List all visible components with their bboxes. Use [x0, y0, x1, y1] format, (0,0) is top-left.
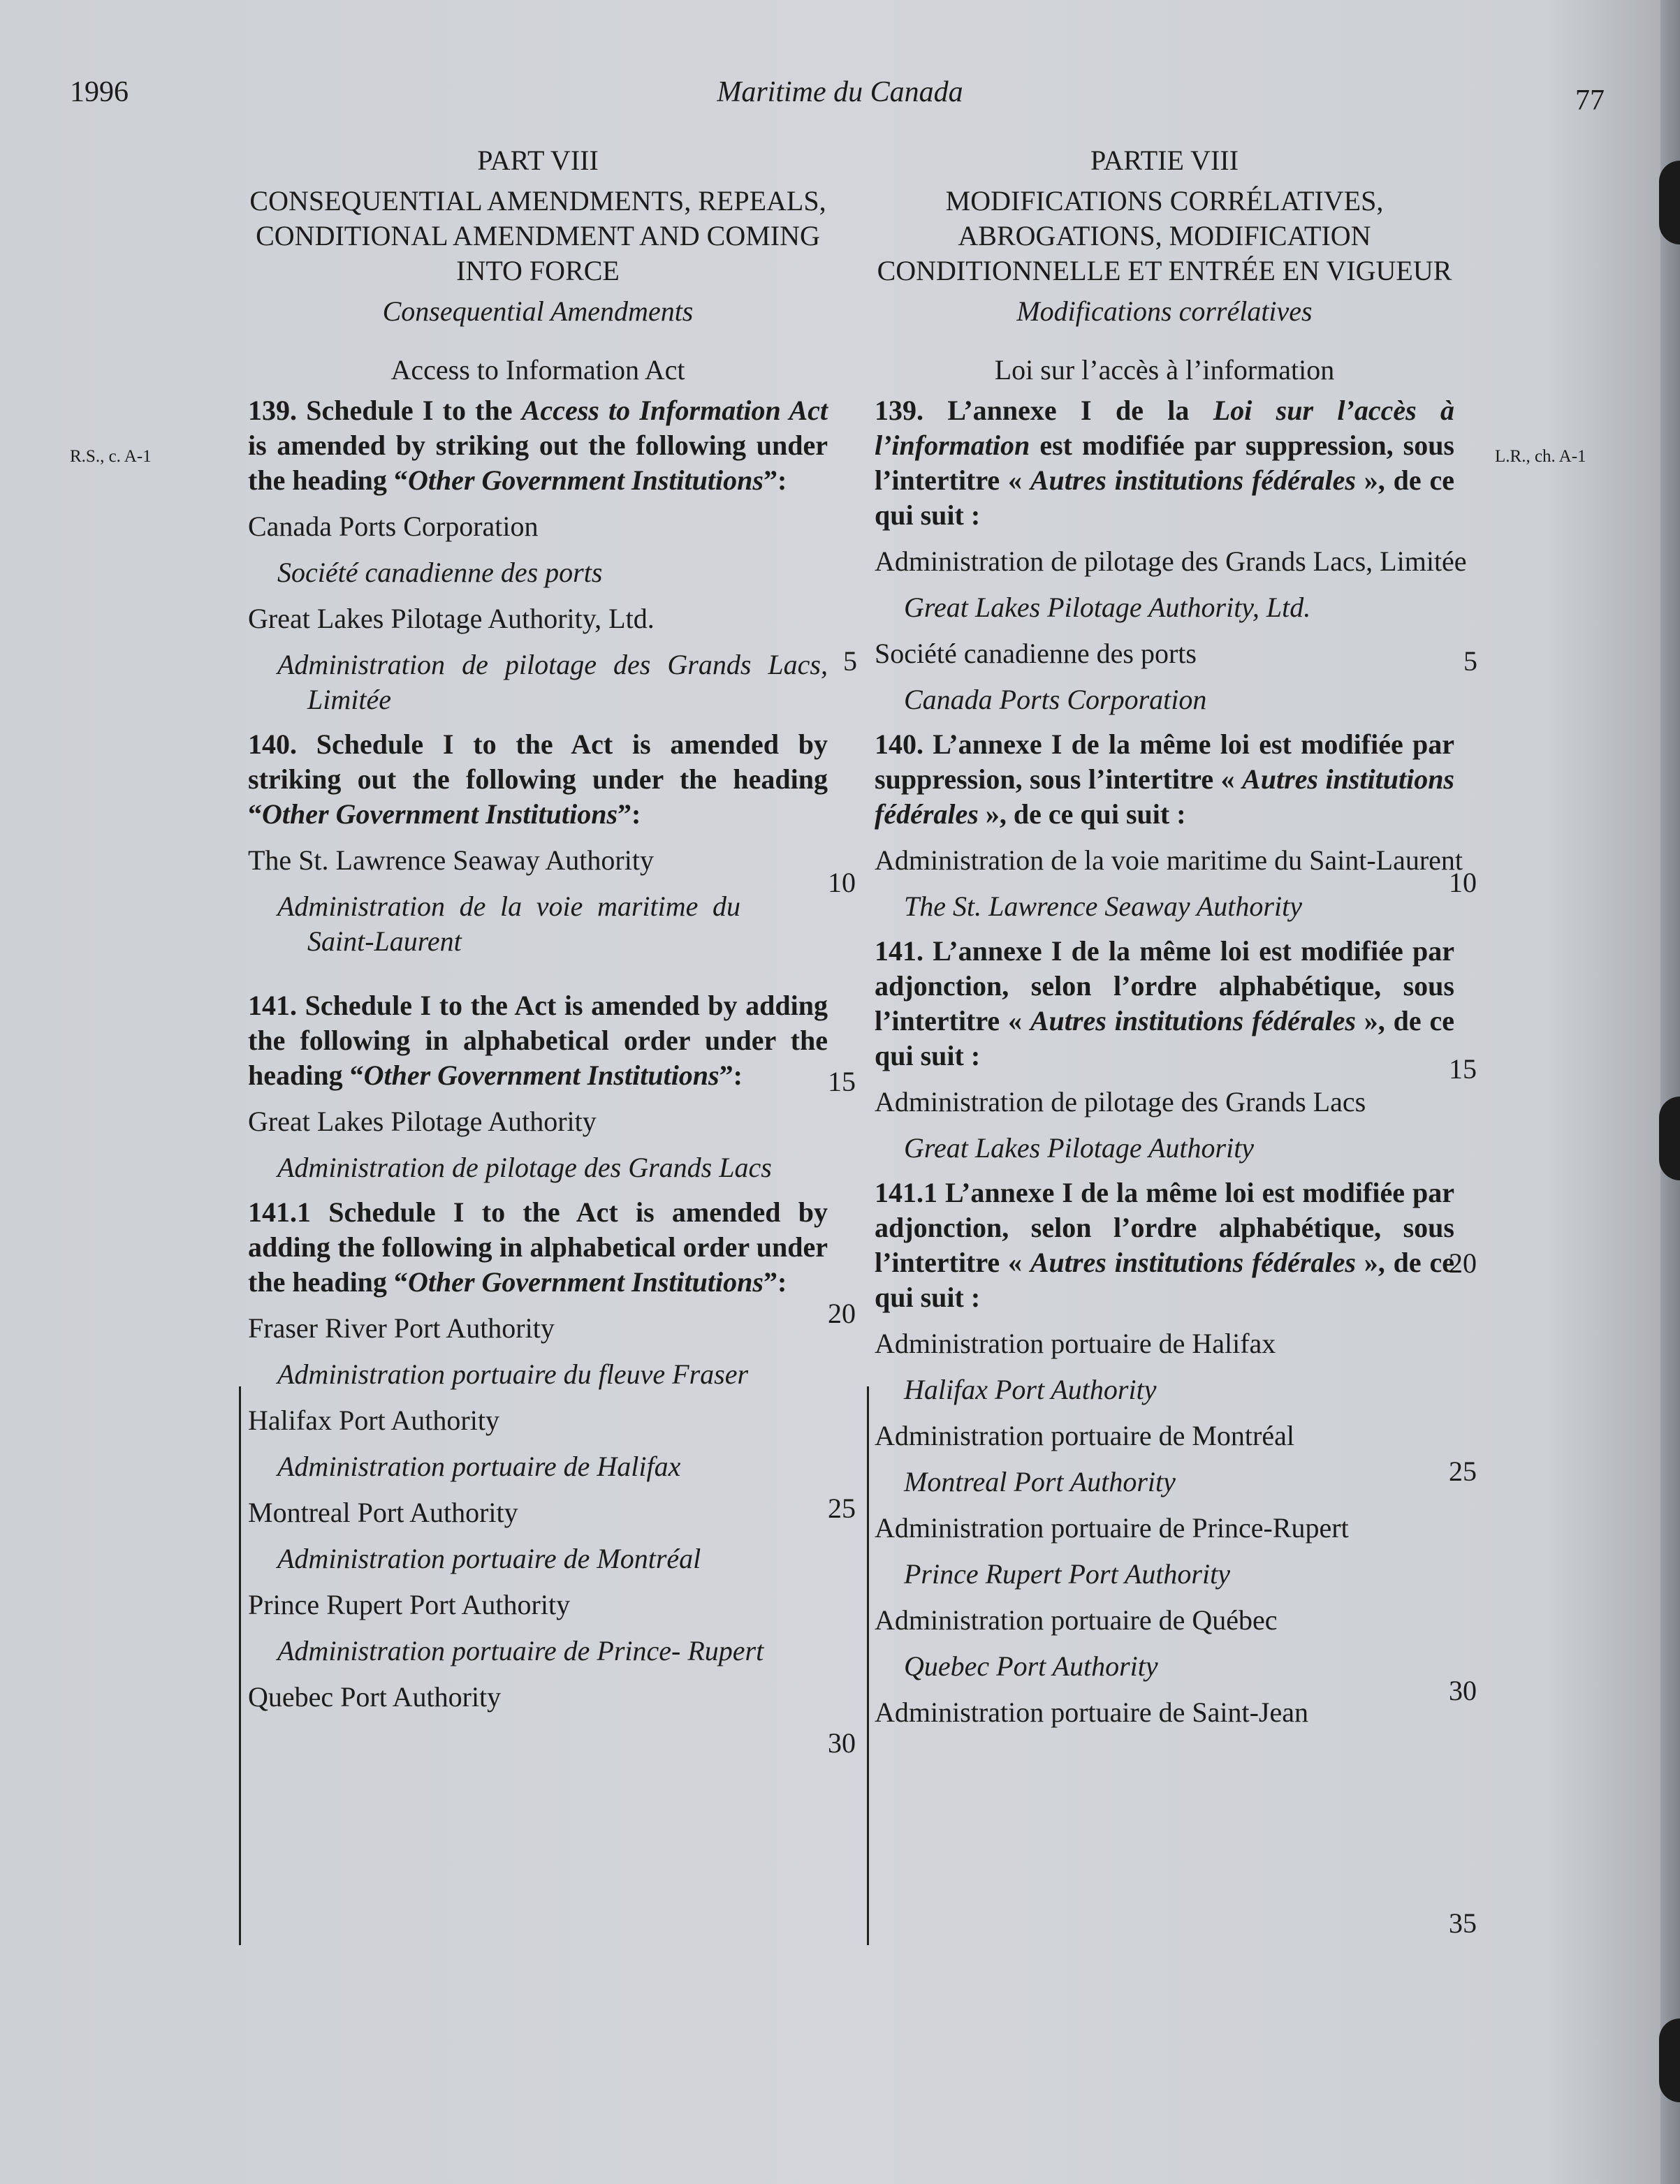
heading-name: Other Government Institutions	[407, 1266, 764, 1298]
section-text: Schedule I to the	[297, 395, 522, 426]
heading-name: Autres institutions fédérales	[1030, 464, 1356, 496]
line-number: 20	[828, 1298, 856, 1329]
line-number: 30	[1449, 1675, 1477, 1706]
section-text: », de ce qui suit :	[875, 1005, 1454, 1071]
list-item-translation: Administration de la voie maritime du Saint-Laurent	[277, 891, 740, 957]
list-item-translation: Administration portuaire de Prince- Rupert	[277, 1635, 764, 1666]
section-text: », de ce qui suit :	[875, 464, 1454, 531]
section-140	[875, 727, 1454, 832]
line-number: 10	[828, 867, 856, 898]
header-year: 1996	[70, 76, 129, 108]
margin-note-right: L.R., ch. A-1	[1495, 447, 1586, 466]
act-title: Access to Information Act	[390, 354, 685, 386]
change-bar-french	[867, 1386, 869, 1945]
section-139	[248, 393, 828, 498]
list-item: Montreal Port Authority	[248, 1497, 518, 1528]
heading-name: Other Government Institutions	[407, 464, 764, 496]
section-number: 140.	[875, 728, 923, 760]
page-edge-shadow	[1660, 0, 1680, 2184]
section-text: L’annexe I de la	[923, 395, 1213, 426]
section-text: est modifiée par suppression, sous l’intertitre «	[875, 430, 1454, 496]
list-item: Administration de la voie maritime du Saint-Laurent	[875, 844, 1463, 876]
list-item-translation: Administration portuaire de Halifax	[277, 1451, 681, 1482]
list-item: Fraser River Port Authority	[248, 1312, 555, 1344]
section-number: 139.	[248, 395, 297, 426]
heading-name: Autres institutions fédérales	[875, 763, 1455, 830]
part-title: MODIFICATIONS CORRÉLATIVES, ABROGATIONS, MODIFICATION CONDITIONNELLE ET ENTRÉE EN VIGUEUR	[877, 185, 1452, 286]
section-text: Schedule I to the Act is amended by adding the following in alphabetical order under the heading “	[248, 990, 828, 1091]
section-text: ”:	[763, 1266, 787, 1298]
line-number: 35	[1449, 1907, 1477, 1939]
list-item-translation: Canada Ports Corporation	[904, 684, 1207, 715]
list-item: Canada Ports Corporation	[248, 511, 539, 542]
section-number: 141.1	[248, 1196, 311, 1228]
section-text: L’annexe I de la même loi est modifiée par suppression, sous l’intertitre «	[875, 728, 1454, 795]
act-name: Loi sur l’accès à l’information	[875, 395, 1455, 461]
margin-note-left: R.S., c. A-1	[70, 447, 152, 466]
list-item-translation: Administration de pilotage des Grands Lacs, Limitée	[277, 649, 828, 715]
line-number: 30	[828, 1727, 856, 1759]
list-item-translation: Administration de pilotage des Grands Lacs	[277, 1152, 772, 1183]
line-number: 20	[1449, 1247, 1477, 1279]
section-text: ”:	[719, 1060, 743, 1091]
line-number: 5	[1463, 645, 1477, 677]
list-item: The St. Lawrence Seaway Authority	[248, 844, 654, 876]
header-title: Maritime du Canada	[717, 76, 963, 108]
section-number: 141.	[248, 990, 297, 1021]
binder-hole-middle	[1659, 1097, 1680, 1180]
list-item-translation: Great Lakes Pilotage Authority, Ltd.	[904, 592, 1311, 623]
list-item-translation: The St. Lawrence Seaway Authority	[904, 891, 1302, 922]
list-item: Administration portuaire de Saint-Jean	[875, 1696, 1308, 1728]
section-141	[248, 988, 828, 1093]
list-item: Great Lakes Pilotage Authority	[248, 1106, 597, 1137]
section-number: 139.	[875, 395, 923, 426]
section-text: is amended by striking out the following under the heading “	[248, 430, 828, 496]
list-item: Quebec Port Authority	[248, 1681, 502, 1713]
heading-name: Autres institutions fédérales	[1030, 1247, 1356, 1278]
list-item: Administration portuaire de Halifax	[875, 1328, 1276, 1359]
section-text: ”:	[618, 798, 641, 830]
section-text: ”:	[763, 464, 787, 496]
section-number: 141.	[875, 935, 923, 967]
list-item-translation: Great Lakes Pilotage Authority	[904, 1132, 1255, 1164]
list-item: Administration de pilotage des Grands Lacs	[875, 1086, 1366, 1117]
list-item: Administration portuaire de Montréal	[875, 1420, 1294, 1451]
section-number: 140.	[248, 728, 297, 760]
english-column	[248, 143, 828, 1715]
line-number: 25	[828, 1493, 856, 1524]
section-141	[875, 934, 1454, 1073]
list-item-translation: Administration portuaire de Montréal	[277, 1543, 701, 1574]
section-141-1	[248, 1195, 828, 1300]
binder-hole-bottom	[1659, 2018, 1680, 2102]
line-number: 25	[1449, 1456, 1477, 1487]
list-item-translation: Halifax Port Authority	[904, 1374, 1157, 1405]
list-item: Halifax Port Authority	[248, 1405, 499, 1436]
list-item-translation: Quebec Port Authority	[904, 1650, 1158, 1682]
line-number: 15	[828, 1066, 856, 1097]
section-text: Schedule I to the Act is amended by striking out the following under the heading “	[248, 728, 828, 830]
list-item: Administration portuaire de Prince-Rupert	[875, 1512, 1349, 1544]
list-item: Société canadienne des ports	[875, 638, 1197, 669]
subheading: Modifications corrélatives	[1016, 295, 1313, 327]
section-text: L’annexe I de la même loi est modifiée par adjonction, selon l’ordre alphabétique, sous l’intertitre «	[875, 935, 1454, 1036]
section-141-1	[875, 1175, 1454, 1315]
section-text: L’annexe I de la même loi est modifiée par adjonction, selon l’ordre alphabétique, sous l’intertitre «	[875, 1177, 1454, 1278]
part-title: CONSEQUENTIAL AMENDMENTS, REPEALS, CONDITIONAL AMENDMENT AND COMING INTO FORCE	[249, 185, 826, 286]
list-item-translation: Montreal Port Authority	[904, 1466, 1176, 1497]
act-title: Loi sur l’accès à l’information	[994, 354, 1335, 386]
section-text: », de ce qui suit :	[875, 1247, 1454, 1313]
list-item: Great Lakes Pilotage Authority, Ltd.	[248, 603, 655, 634]
line-number: 15	[1449, 1053, 1477, 1085]
line-number: 5	[843, 645, 857, 677]
heading-name: Other Government Institutions	[262, 798, 618, 830]
part-number: PARTIE VIII	[1090, 145, 1239, 176]
change-bar-english	[239, 1386, 241, 1945]
section-139	[875, 393, 1454, 533]
part-number: PART VIII	[477, 145, 599, 176]
header-page-number: 77	[1575, 85, 1605, 117]
list-item-translation: Société canadienne des ports	[277, 557, 603, 588]
list-item-translation: Administration portuaire du fleuve Fraser	[277, 1358, 749, 1390]
list-item: Administration de pilotage des Grands Lacs, Limitée	[875, 545, 1467, 577]
section-text: Schedule I to the Act is amended by adding the following in alphabetical order under the heading “	[248, 1196, 828, 1298]
section-140	[248, 727, 828, 832]
line-number: 10	[1449, 867, 1477, 898]
section-text: », de ce qui suit :	[978, 798, 1186, 830]
heading-name: Other Government Institutions	[363, 1060, 720, 1091]
section-number: 141.1	[875, 1177, 937, 1208]
heading-name: Autres institutions fédérales	[1030, 1005, 1356, 1036]
list-item: Prince Rupert Port Authority	[248, 1589, 571, 1620]
list-item: Administration portuaire de Québec	[875, 1604, 1278, 1636]
list-item-translation: Prince Rupert Port Authority	[904, 1558, 1230, 1590]
act-name: Access to Information Act	[521, 395, 828, 426]
subheading: Consequential Amendments	[382, 295, 694, 327]
binder-hole-top	[1659, 161, 1680, 244]
